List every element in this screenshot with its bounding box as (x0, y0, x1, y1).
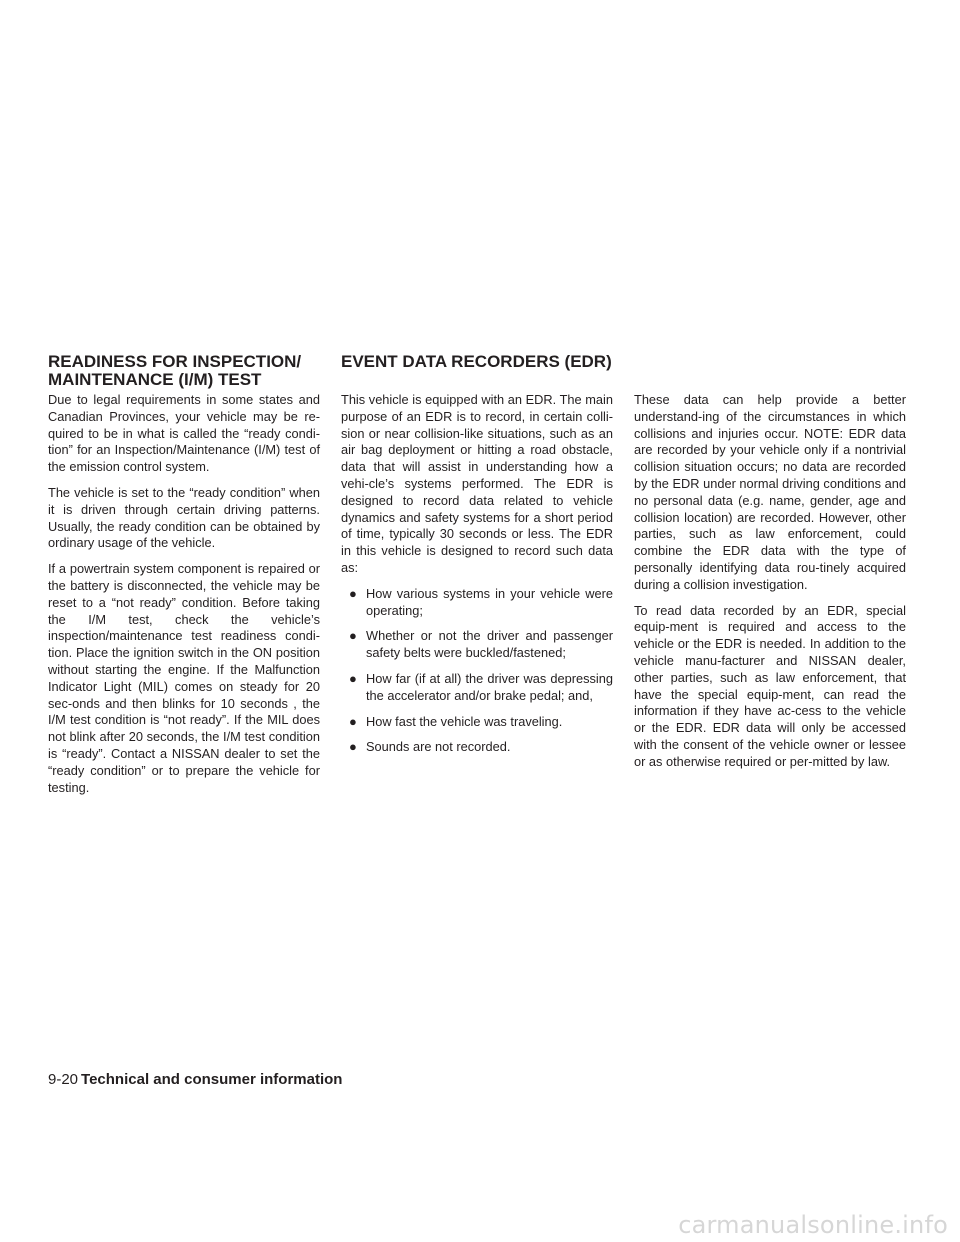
watermark: carmanualsonline.info (678, 1211, 948, 1239)
readiness-paragraph: If a powertrain system component is repaired or the battery is disconnected, the vehicle may be reset to a “not ready” condition. Before taking the I/M test, check the vehicle’s inspection/maintenance test readiness condi-tion. Place the ignition switch in the ON position without starting the engine. If the Malfunction Indicator Light (MIL) comes on steady for 20 sec-onds and then blinks for 10 seconds , the I/M test condition is “not ready”. If the MIL does not blink after 20 seconds, the I/M test condition is “ready”. Contact a NISSAN dealer to set the “ready condition” or to prepare the vehicle for testing. (48, 561, 320, 795)
list-item: ● How far (if at all) the driver was depressing the accelerator and/or brake pedal; and, (349, 670, 613, 703)
bullet-icon: ● (349, 670, 357, 686)
bullet-icon: ● (349, 585, 357, 601)
readiness-heading: READINESS FOR INSPECTION/ MAINTENANCE (I/M) TEST (48, 352, 302, 389)
edr-data-list (341, 586, 613, 756)
readiness-column (48, 392, 320, 805)
list-item: ● Whether or not the driver and passenger safety belts were buckled/fastened; (349, 628, 613, 661)
bullet-icon: ● (349, 628, 357, 644)
bullet-icon: ● (349, 739, 357, 755)
page-footer (48, 1071, 342, 1089)
edr-intro-paragraph: This vehicle is equipped with an EDR. The main purpose of an EDR is to record, in certain colli-sion or near collision-like situations, such as an air bag deployment or hitting a road obstacle, data that will assist in understanding how a vehi-cle’s systems performed. The EDR is designed to record data related to vehicle dynamics and safety systems for a short period of time, typically 30 seconds or less. The EDR in this vehicle is designed to record such data as: (341, 392, 613, 575)
edr-paragraph: To read data recorded by an EDR, special equip-ment is required and access to the vehicle or the EDR is needed. In addition to the vehicle manu-facturer and NISSAN dealer, other parties, such as law enforcement, that have the special equip-ment, can read the information if they have ac-cess to the vehicle or the EDR. EDR data will only be accessed with the consent of the vehicle owner or lessee or as otherwise required or per-mitted by law. (634, 602, 906, 769)
list-item: ● Sounds are not recorded. (349, 739, 511, 755)
edr-heading: EVENT DATA RECORDERS (EDR) (341, 352, 612, 371)
edr-column (341, 392, 613, 765)
readiness-paragraph: Due to legal requirements in some states and Canadian Provinces, your vehicle may be re-quired to be in what is called the “ready condi-tion” for an Inspection/Maintenance (I/M) test of the emission control system. (48, 392, 320, 475)
list-item: ● How various systems in your vehicle were operating; (349, 585, 613, 618)
list-item: ● How fast the vehicle was traveling. (349, 713, 563, 729)
readiness-paragraph: The vehicle is set to the “ready condition” when it is driven through certain driving patterns. Usually, the ready condition can be obtained by ordinary usage of the vehicle. (48, 484, 320, 551)
bullet-icon: ● (349, 713, 357, 729)
edr-continued-column (634, 392, 906, 780)
page-number: 9-20 (48, 1071, 79, 1088)
section-title: Technical and consumer information (81, 1071, 343, 1088)
edr-paragraph: These data can help provide a better understand-ing of the circumstances in which collisions and injuries occur. NOTE: EDR data are recorded by your vehicle only if a nontrivial collision situation occurs; no data are recorded by the EDR under normal driving conditions and no personal data (e.g. name, gender, age and collision location) are recorded. However, other parties, such as law enforcement, could combine the EDR data with the type of personally identifying data rou-tinely acquired during a collision investigation. (634, 392, 906, 592)
